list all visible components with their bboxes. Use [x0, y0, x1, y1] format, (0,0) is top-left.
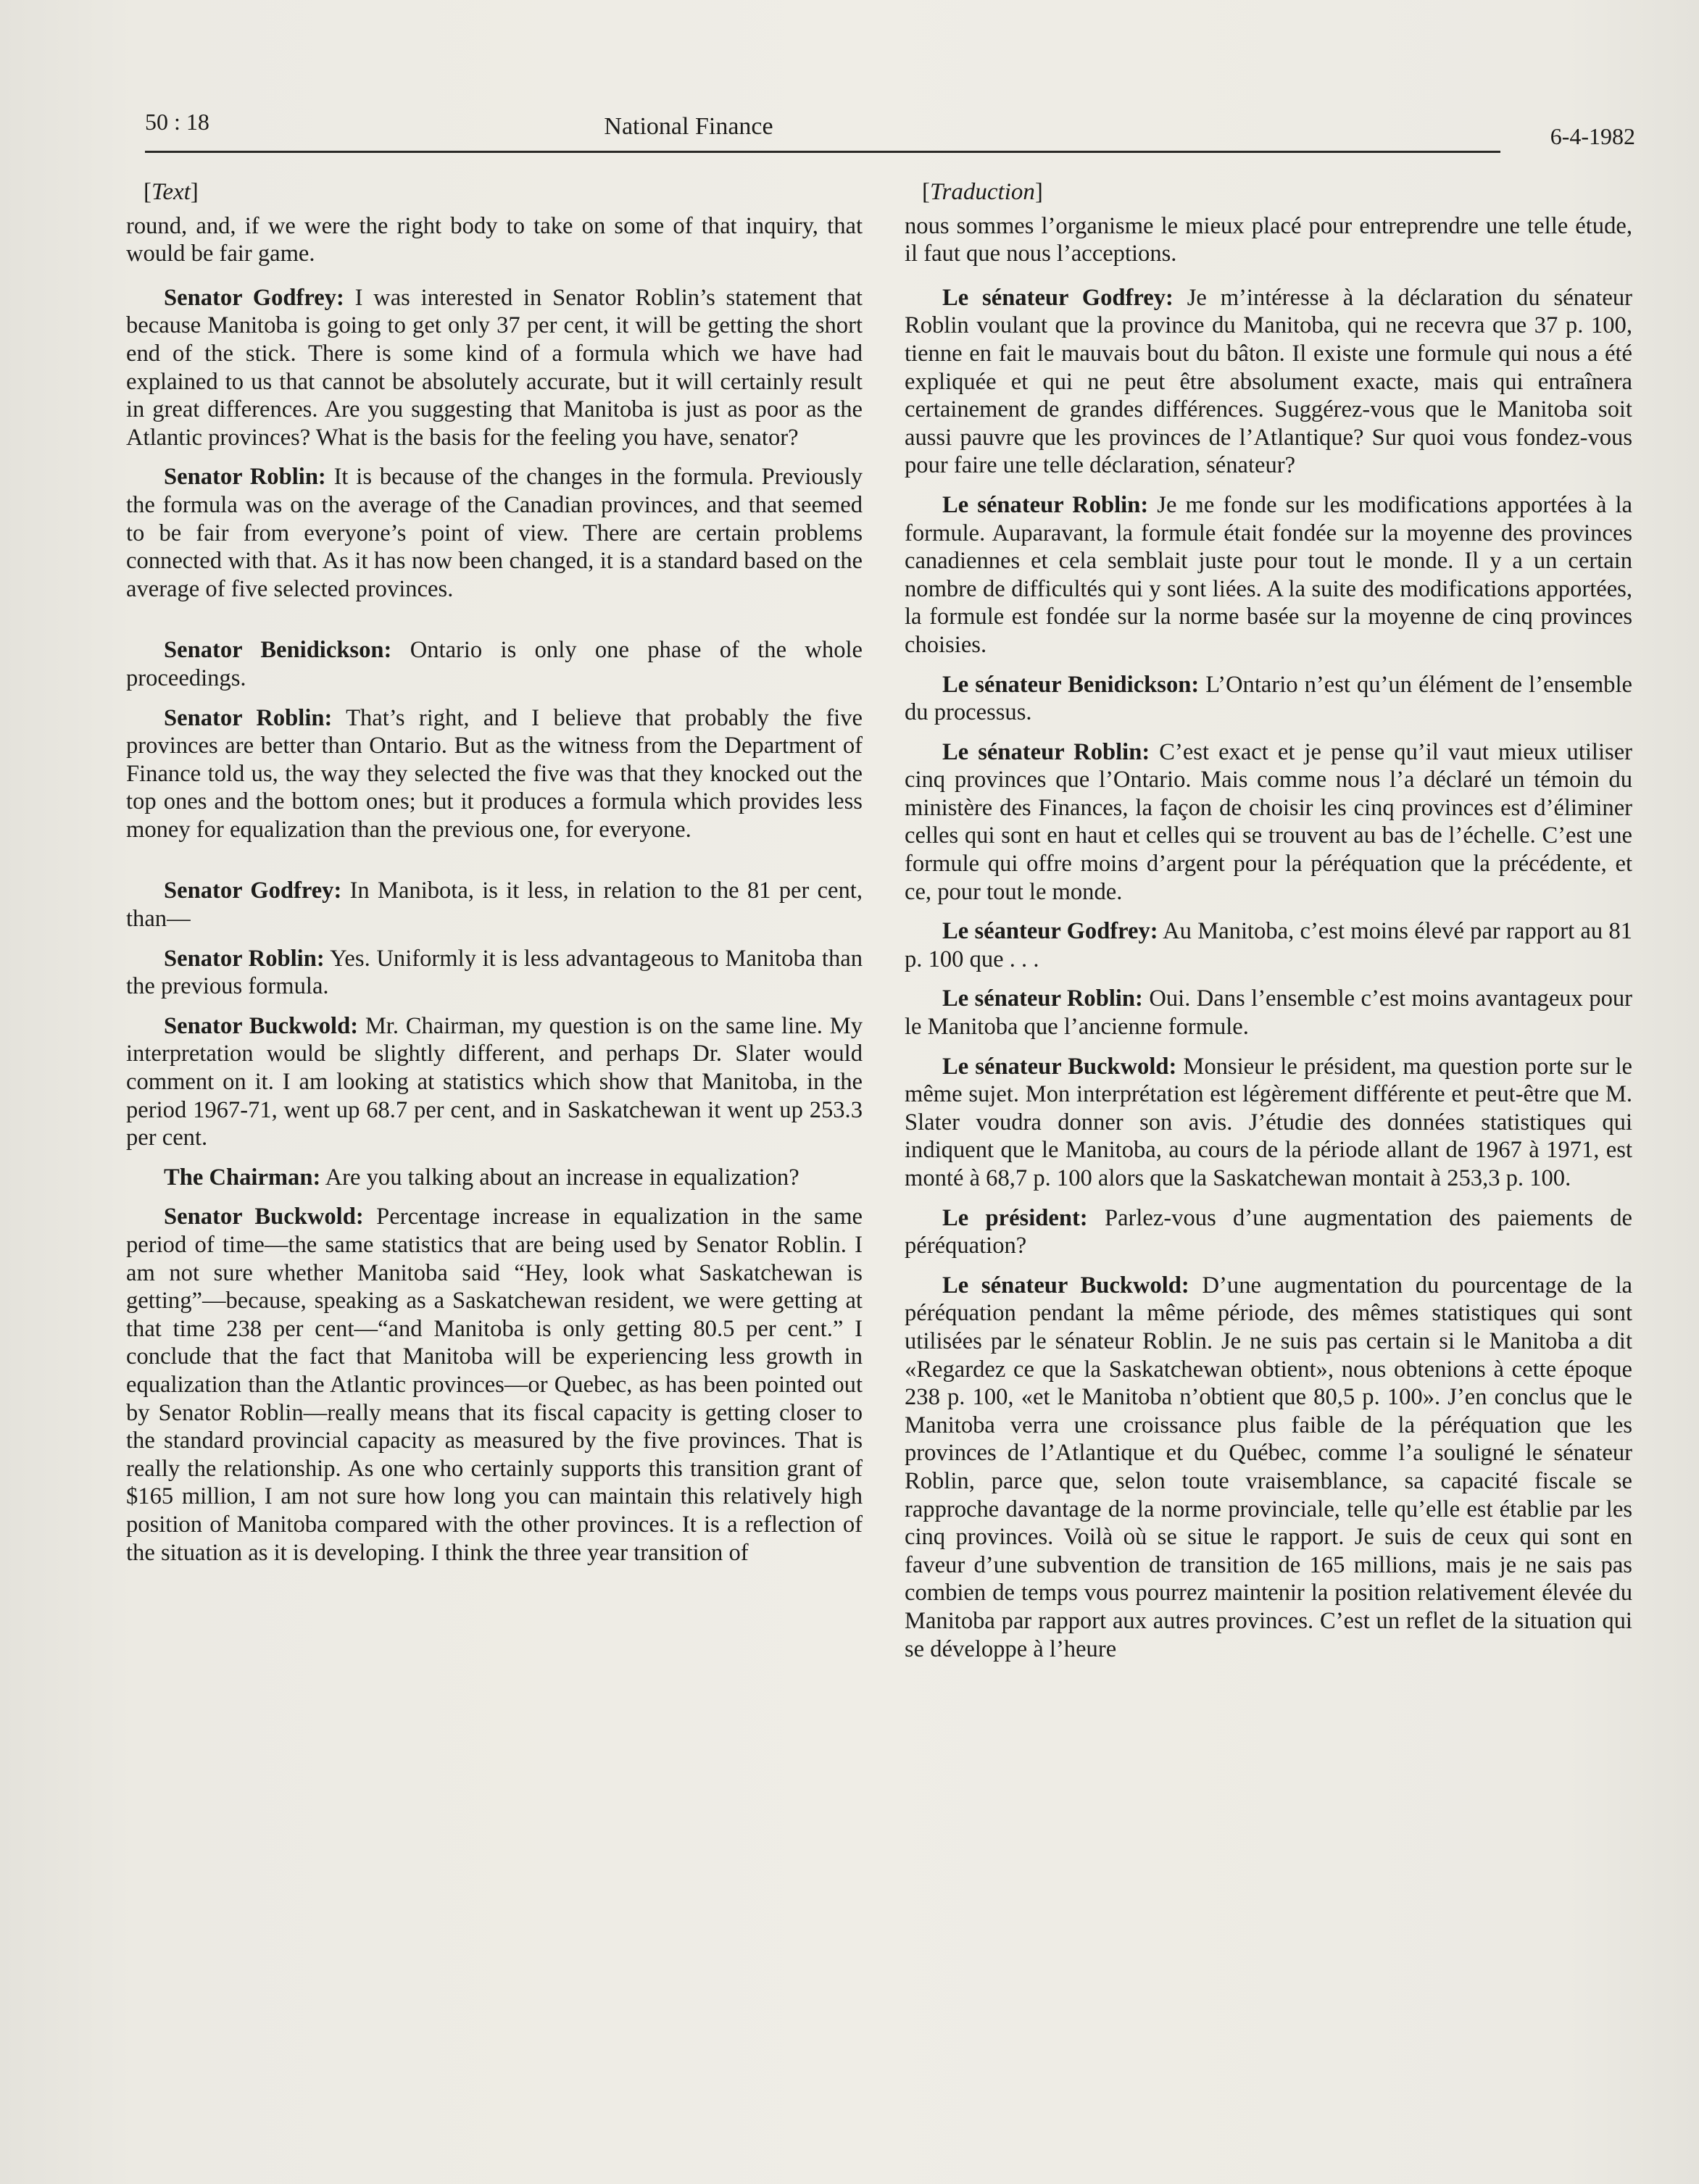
- speech-text: L’Ontario n’est qu’un élément de l’ensemble du processus.: [905, 671, 1632, 726]
- speech-paragraph: [126, 463, 863, 603]
- issue-date: 6-4-1982: [1550, 123, 1635, 149]
- speech-text: Mr. Chairman, my question is on the same line. My interpretation would be slightly different, and perhaps Dr. Slater would comment on it. I am looking at statistics which show that Manitoba, in the period 1967-71, went up 68.7 per cent, and in Saskatchewan it went up 253.3 per cent.: [126, 1012, 863, 1151]
- speaker-name: Senator Roblin:: [164, 945, 325, 972]
- english-column: [126, 178, 863, 1578]
- speech-text: Au Manitoba, c’est moins élevé par rapport au 81 p. 100 que . . .: [905, 918, 1633, 972]
- page-number: 50 : 18: [145, 109, 209, 135]
- speech-text: Monsieur le président, ma question porte sur le même sujet. Mon interprétation est légèrement différente et peut-être que M. Slater voudra donner son avis. J’étudie des données statistiques qui indiquent que le Manitoba, au cours de la période allant de 1967 à 1971, est monté à 68,7 p. 100 alors que la Saskatchewan montait à 253,3 p. 100.: [905, 1053, 1632, 1191]
- speaker-name: Senator Roblin:: [164, 464, 326, 491]
- speech-text: Je m’intéresse à la déclaration du sénateur Roblin voulant que la province du Manitoba, qui ne recevra que 37 p. 100, tienne en fait le mauvais bout du bâton. Il existe une formule qui nous a été expliquée et qui ne peut être absolument exacte, mais qui entraînera certainement de grandes différences. Suggérez-vous que le Manitoba soit aussi pauvre que les provinces de l’Atlantique? Sur quoi vous fondez-vous pour faire une telle déclaration, sénateur?: [905, 284, 1633, 479]
- speech-paragraph: [905, 985, 1632, 1041]
- speech-paragraph: [905, 671, 1632, 727]
- speech-paragraph: [126, 877, 863, 933]
- speech-paragraph: [905, 917, 1632, 973]
- speech-paragraph: [126, 1164, 863, 1192]
- speech-text: In Manibota, is it less, in relation to the 81 per cent, than—: [126, 878, 863, 933]
- speaker-name: Le sénateur Buckwold:: [942, 1053, 1177, 1080]
- speech-paragraph: [905, 1272, 1632, 1663]
- column-language-label: [Traduction]: [922, 179, 1043, 205]
- speech-paragraph: [905, 491, 1632, 659]
- speech-text: Parlez-vous d’une augmentation des paiements de péréquation?: [905, 1204, 1632, 1259]
- continued-paragraph: round, and, if we were the right body to take on some of that inquiry, that would be fair game.: [126, 212, 863, 267]
- speech-text: C’est exact et je pense qu’il vaut mieux utiliser cinq provinces que l’Ontario. Mais comme nous l’a déclaré un témoin du ministère des Finances, la façon de choisir les cinq provinces est d’éliminer celles qui sont en haut et celles qui se trouvent au bas de l’échelle. C’est une formule qui offre moins d’argent pour la péréquation que la précédente, et ce, pour tout le monde.: [905, 738, 1633, 905]
- speech-text: Ontario is only one phase of the whole proceedings.: [126, 637, 863, 691]
- speaker-name: Le sénateur Benidickson:: [942, 671, 1200, 698]
- publication-title: National Finance: [604, 113, 773, 140]
- speaker-name: Le sénateur Roblin:: [942, 985, 1143, 1012]
- speech-text: I was interested in Senator Roblin’s statement that because Manitoba is going to get only 37 per cent, it will be getting the short end of the stick. There is some kind of a formula which we have had explained to us that cannot be absolutely accurate, but it will certainly result in great differences. Are you suggesting that Manitoba is just as poor as the Atlantic provinces? What is the basis for the feeling you have, senator?: [126, 284, 863, 451]
- speech-paragraph: [126, 636, 863, 692]
- speech-paragraph: [905, 1204, 1632, 1260]
- speaker-name: Le sénateur Roblin:: [942, 738, 1150, 765]
- speaker-name: Senator Roblin:: [164, 704, 333, 731]
- speech-paragraph: [905, 284, 1632, 480]
- speaker-name: Senator Buckwold:: [164, 1204, 364, 1230]
- speech-text: That’s right, and I believe that probably the five provinces are better than Ontario. But as the witness from the Department of Finance told us, the way they selected the five was that they knocked out the top ones and the bottom ones; but it produces a formula which provides less money for equalization than the previous one, for everyone.: [126, 704, 863, 843]
- speaker-name: Le sénateur Roblin:: [942, 491, 1149, 518]
- speech-text: It is because of the changes in the formula. Previously the formula was on the average of the Canadian provinces, and that seemed to be fair from everyone’s point of view. There are certain problems connected with that. As it has now been changed, it is a standard based on the average of five selected provinces.: [126, 464, 863, 602]
- speaker-name: Le séanteur Godfrey:: [942, 918, 1158, 945]
- speech-paragraph: [126, 704, 863, 844]
- speech-text: D’une augmentation du pourcentage de la péréquation pendant la même période, des mêmes statistiques qui sont utilisées par le sénateur Roblin. Je ne suis pas certain si le Manitoba a dit «Regardez ce que la Saskatchewan obtient», nous obtenions à cette époque 238 p. 100, «et le Manitoba n’obtient que 80,5 p. 100». J’en conclus que le Manitoba verra une croissance plus faible de la péréquation que les provinces de l’Atlantique et du Québec, comme l’a souligné le sénateur Roblin, parce que, selon toute vraisemblance, sa capacité fiscale se rapproche davantage de la norme provinciale, telle qu’elle est établie par les cinq provinces. Voilà où se situe le rapport. Je suis de ceux qui sont en faveur d’une subvention de transition de 165 millions, mais je ne sais pas combien de temps vous pourrez maintenir la position relativement élevée du Manitoba par rapport aux autres provinces. C’est un reflet de la situation qui se développe à l’heure: [905, 1272, 1632, 1662]
- speaker-name: Senator Buckwold:: [164, 1012, 359, 1039]
- speaker-name: The Chairman:: [164, 1164, 321, 1191]
- header-rule: [145, 151, 1500, 153]
- page-header: [145, 109, 1635, 152]
- speech-text: Yes. Uniformly it is less advantageous to Manitoba than the previous formula.: [126, 945, 863, 1000]
- speaker-name: Senator Godfrey:: [164, 878, 342, 904]
- speech-text: Are you talking about an increase in equalization?: [320, 1164, 799, 1191]
- speech-text: Oui. Dans l’ensemble c’est moins avantageux pour le Manitoba que l’ancienne formule.: [905, 985, 1633, 1041]
- column-language-label: [Text]: [144, 179, 199, 205]
- speech-paragraph: [126, 945, 863, 1001]
- speech-text: Percentage increase in equalization in the same period of time—the same statistics that are being used by Senator Roblin. I am not sure whether Manitoba said “Hey, look what Saskatchewan is getting”—because, speaking as a Saskatchewan resident, we were getting at that time 238 per cent—“and Manitoba is only getting 80.5 per cent.” I conclude that the fact that Manitoba will be experiencing less growth in equalization than the Atlantic provinces—or Quebec, as has been pointed out by Senator Roblin—really means that its fiscal capacity is getting closer to the standard provincial capacity as measured by the five provinces. That is really the relationship. As one who certainly supports this transition grant of $165 million, I am not sure how long you can maintain this relatively high position of Manitoba compared with the other provinces. It is a reflection of the situation as it is developing. I think the three year transition of: [126, 1204, 863, 1566]
- speaker-name: Senator Benidickson:: [164, 637, 392, 664]
- speech-paragraph: [126, 1203, 863, 1567]
- speaker-name: Le sénateur Buckwold:: [942, 1272, 1189, 1299]
- speech-paragraph: [126, 1012, 863, 1152]
- continued-paragraph: nous sommes l’organisme le mieux placé pour entreprendre une telle étude, il faut que nous l’acceptions.: [905, 212, 1632, 267]
- speech-paragraph: [905, 738, 1632, 906]
- speech-paragraph: [905, 1053, 1632, 1193]
- speech-text: Je me fonde sur les modifications apportées à la formule. Auparavant, la formule était fondée sur la moyenne des provinces canadiennes et cela semblait juste pour tout le monde. Il y a un certain nombre de difficultés qui y sont liées. A la suite des modifications apportées, la formule est fondée sur la norme basée sur la moyenne de cinq provinces choisies.: [905, 491, 1632, 658]
- french-column: [905, 178, 1632, 1675]
- speaker-name: Senator Godfrey:: [164, 284, 344, 311]
- speaker-name: Le sénateur Godfrey:: [942, 284, 1173, 311]
- speech-paragraph: [126, 284, 863, 452]
- speaker-name: Le président:: [942, 1204, 1088, 1231]
